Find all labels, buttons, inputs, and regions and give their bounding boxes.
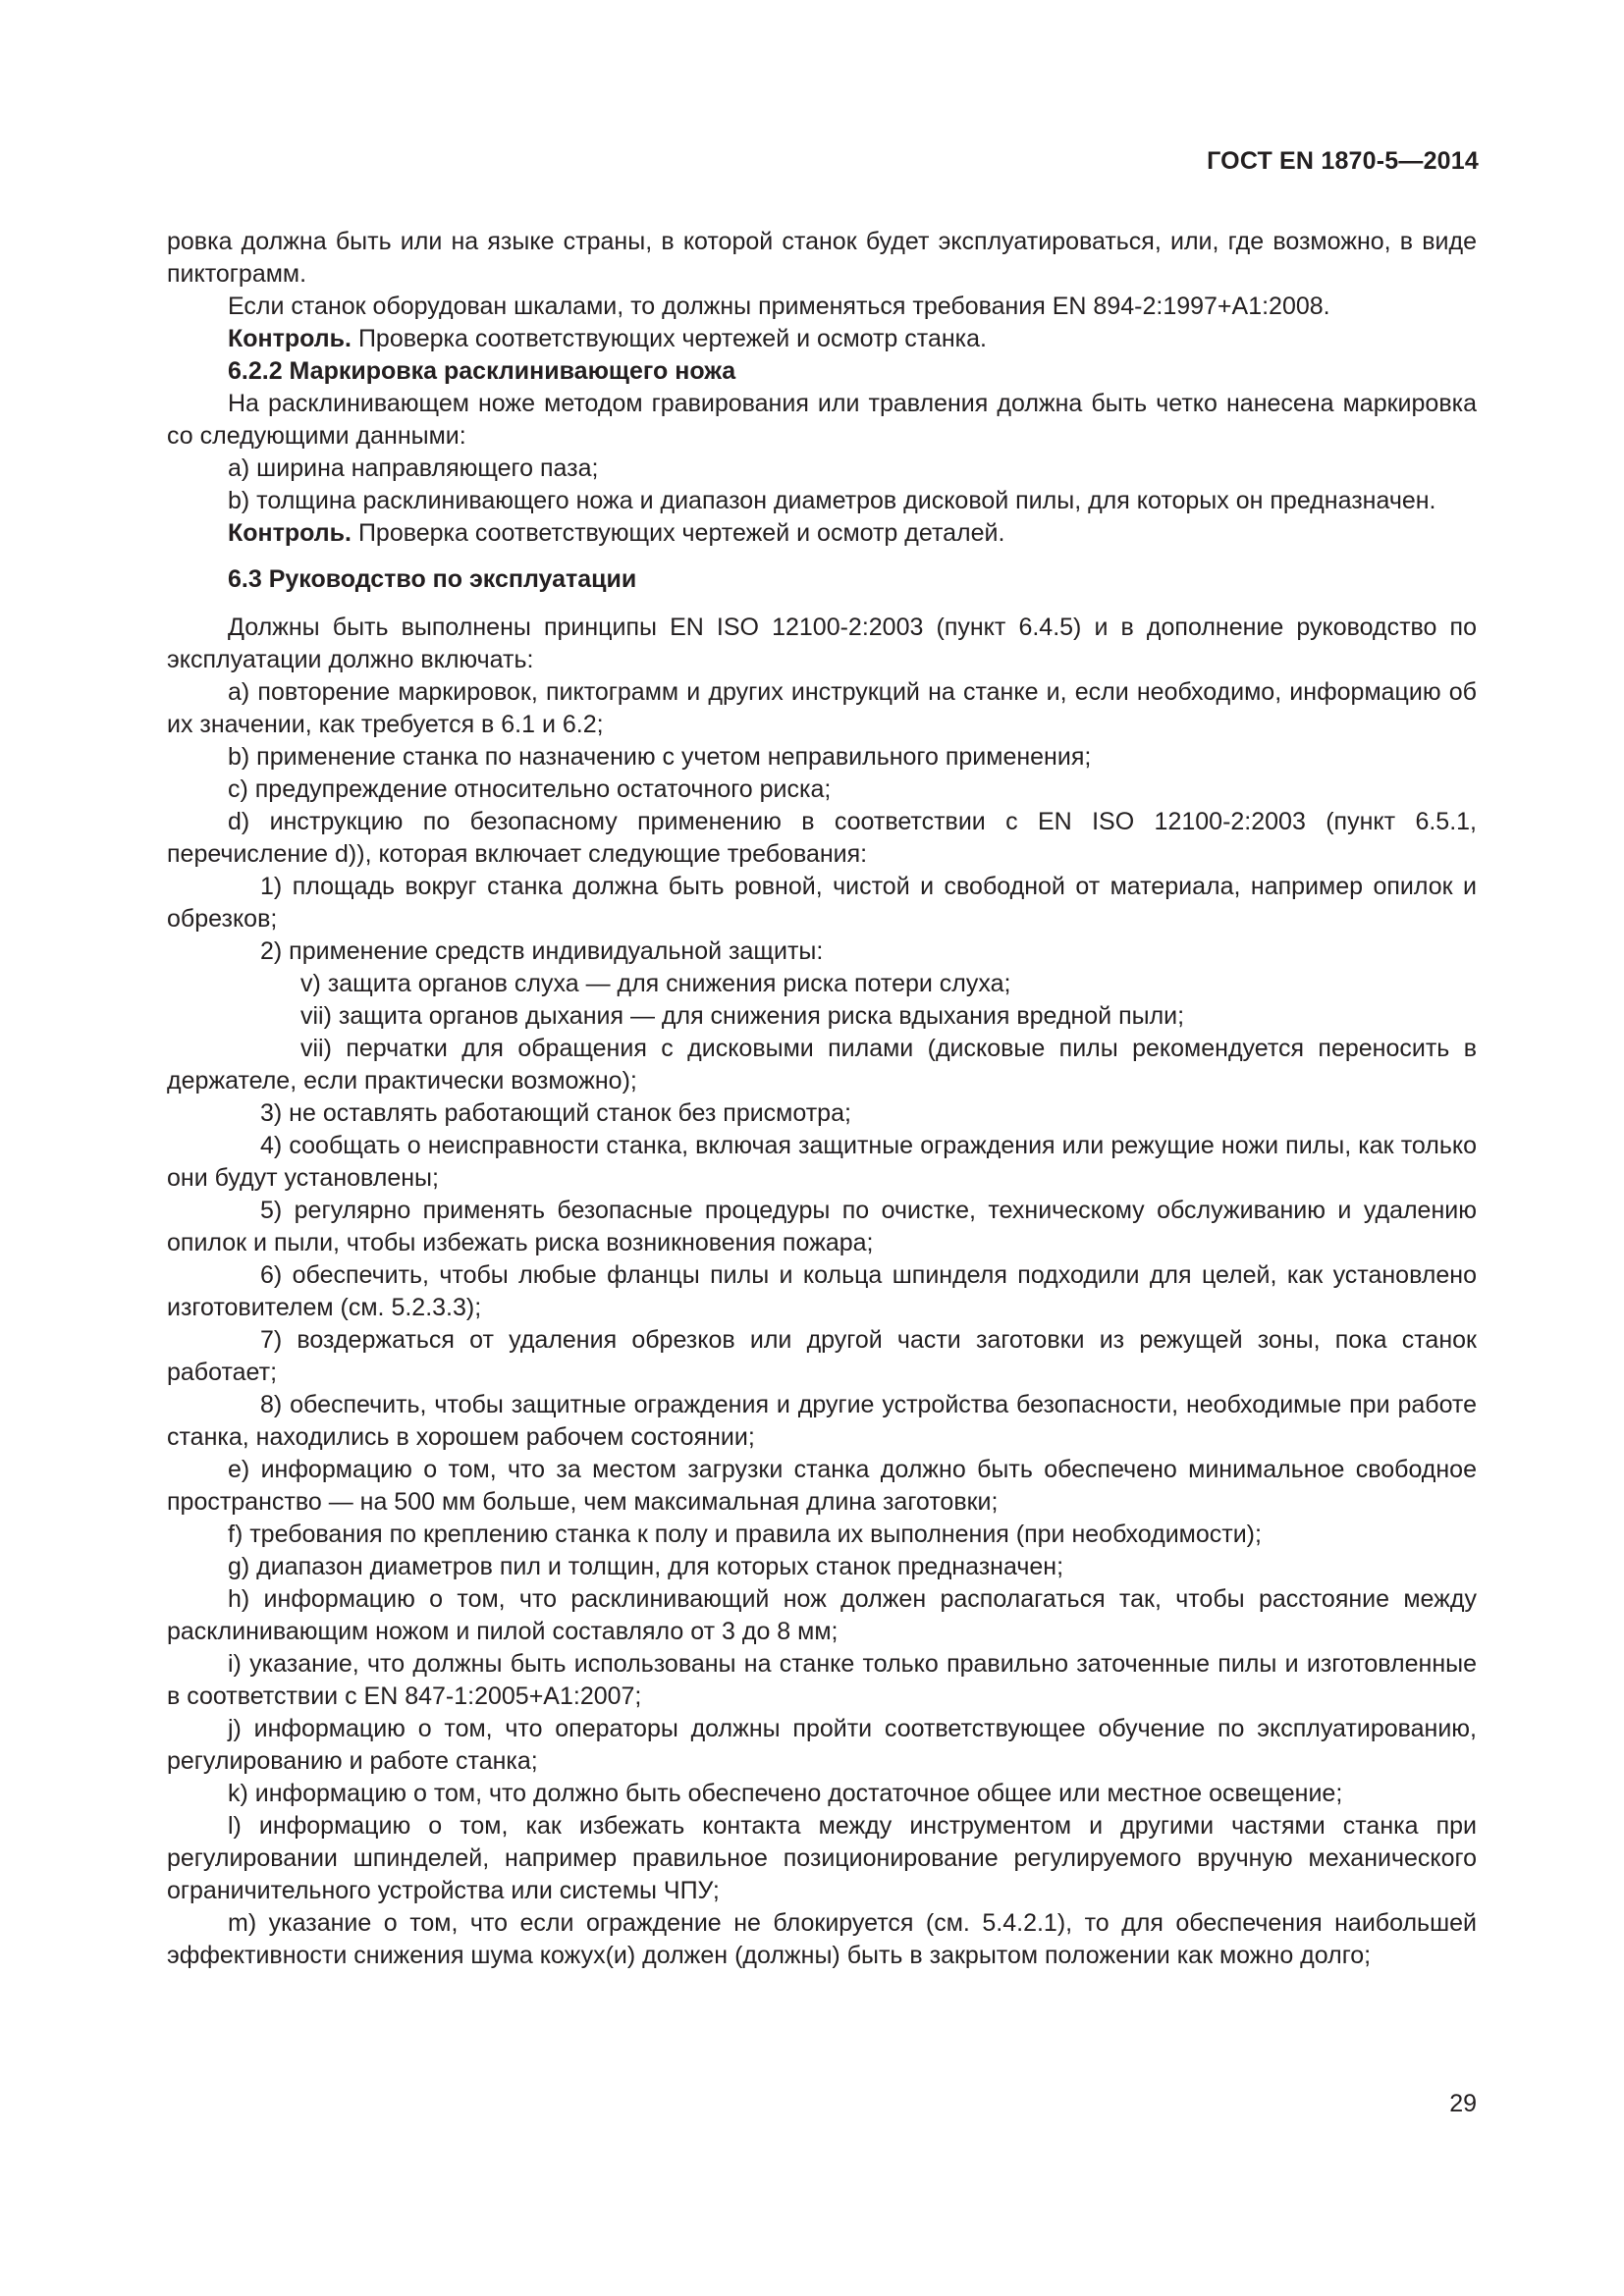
list-item: d) инструкцию по безопасному применению в соответствии с EN ISO 12100-2:2003 (пункт 6.5.1, перечисление d)), которая включает следующие требования: xyxy=(167,808,1477,868)
list-item: c) предупреждение относительно остаточного риска; xyxy=(228,775,832,803)
list-item: b) применение станка по назначению с учетом неправильного применения; xyxy=(228,743,1092,771)
numbered-item: 1) площадь вокруг станка должна быть ровной, чистой и свободной от материала, например опилок и обрезков; xyxy=(167,873,1477,933)
numbered-item: 6) обеспечить, чтобы любые фланцы пилы и кольца шпинделя подходили для целей, как установлено изготовителем (см. 5.2.3.3); xyxy=(167,1261,1477,1321)
control-paragraph xyxy=(167,517,1477,550)
numbered-item: 3) не оставлять работающий станок без присмотра; xyxy=(260,1099,851,1127)
section-heading: 6.3 Руководство по эксплуатации xyxy=(228,565,637,593)
paragraph: Если станок оборудован шкалами, то должны применяться требования EN 894-2:1997+A1:2008. xyxy=(228,293,1330,320)
page-number: 29 xyxy=(1449,2090,1477,2117)
paragraph: ровка должна быть или на языке страны, в которой станок будет эксплуатироваться, или, где возможно, в виде пиктограмм. xyxy=(167,228,1477,288)
roman-item: v) защита органов слуха — для снижения риска потери слуха; xyxy=(300,970,1011,997)
control-label: Контроль. xyxy=(228,519,352,547)
numbered-item: 8) обеспечить, чтобы защитные ограждения и другие устройства безопасности, необходимые при работе станка, находились в хорошем рабочем состоянии; xyxy=(167,1391,1477,1451)
numbered-item: 4) сообщать о неисправности станка, включая защитные ограждения или режущие ножи пилы, как только они будут установлены; xyxy=(167,1132,1477,1192)
numbered-item: 7) воздержаться от удаления обрезков или другой части заготовки из режущей зоны, пока станок работает; xyxy=(167,1326,1477,1386)
numbered-item: 2) применение средств индивидуальной защиты: xyxy=(260,937,824,965)
control-text: Проверка соответствующих чертежей и осмотр деталей. xyxy=(352,519,1005,547)
list-item: j) информацию о том, что операторы должны пройти соответствующее обучение по эксплуатированию, регулированию и работе станка; xyxy=(167,1715,1477,1775)
roman-item: vii) перчатки для обращения с дисковыми пилами (дисковые пилы рекомендуется переносить в держателе, если практически возможно); xyxy=(167,1035,1477,1095)
control-text: Проверка соответствующих чертежей и осмотр станка. xyxy=(352,325,987,352)
paragraph: На расклинивающем ноже методом гравирования или травления должна быть четко нанесена маркировка со следующими данными: xyxy=(167,390,1477,450)
subsection-heading: 6.2.2 Маркировка расклинивающего ножа xyxy=(228,357,736,385)
control-paragraph xyxy=(167,323,1477,355)
numbered-item: 5) регулярно применять безопасные процедуры по очистке, техническому обслуживанию и удалению опилок и пыли, чтобы избежать риска возникновения пожара; xyxy=(167,1197,1477,1256)
list-item: m) указание о том, что если ограждение не блокируется (см. 5.4.2.1), то для обеспечения наибольшей эффективности снижения шума кожух(и) должен (должны) быть в закрытом положении как можно долго; xyxy=(167,1909,1477,1969)
list-item: b) толщина расклинивающего ножа и диапазон диаметров дисковой пилы, для которых он предназначен. xyxy=(228,487,1436,514)
list-item: l) информацию о том, как избежать контакта между инструментом и другими частями станка при регулировании шпинделей, например правильное позиционирование регулируемого вручную механического ограничительного устройства или системы ЧПУ; xyxy=(167,1812,1477,1904)
list-item: e) информацию о том, что за местом загрузки станка должно быть обеспечено минимальное свободное пространство — на 500 мм больше, чем максимальная длина заготовки; xyxy=(167,1456,1477,1516)
list-item: i) указание, что должны быть использованы на станке только правильно заточенные пилы и изготовленные в соответствии с EN 847-1:2005+A1:2007; xyxy=(167,1650,1477,1710)
list-item: h) информацию о том, что расклинивающий нож должен располагаться так, чтобы расстояние между расклинивающим ножом и пилой составляло от 3 до 8 мм; xyxy=(167,1585,1477,1645)
list-item: g) диапазон диаметров пил и толщин, для которых станок предназначен; xyxy=(228,1553,1064,1580)
list-item: f) требования по креплению станка к полу и правила их выполнения (при необходимости); xyxy=(228,1521,1262,1548)
roman-item: vii) защита органов дыхания — для снижения риска вдыхания вредной пыли; xyxy=(300,1002,1185,1030)
paragraph: Должны быть выполнены принципы EN ISO 12100-2:2003 (пункт 6.4.5) и в дополнение руководство по эксплуатации должно включать: xyxy=(167,614,1477,673)
list-item: a) ширина направляющего паза; xyxy=(228,454,599,482)
list-item: k) информацию о том, что должно быть обеспечено достаточное общее или местное освещение; xyxy=(228,1780,1343,1807)
control-label: Контроль. xyxy=(228,325,352,352)
list-item: a) повторение маркировок, пиктограмм и других инструкций на станке и, если необходимо, информацию об их значении, как требуется в 6.1 и 6.2; xyxy=(167,678,1477,738)
document-body xyxy=(167,226,1477,1972)
document-header: ГОСТ EN 1870-5—2014 xyxy=(1207,147,1479,175)
